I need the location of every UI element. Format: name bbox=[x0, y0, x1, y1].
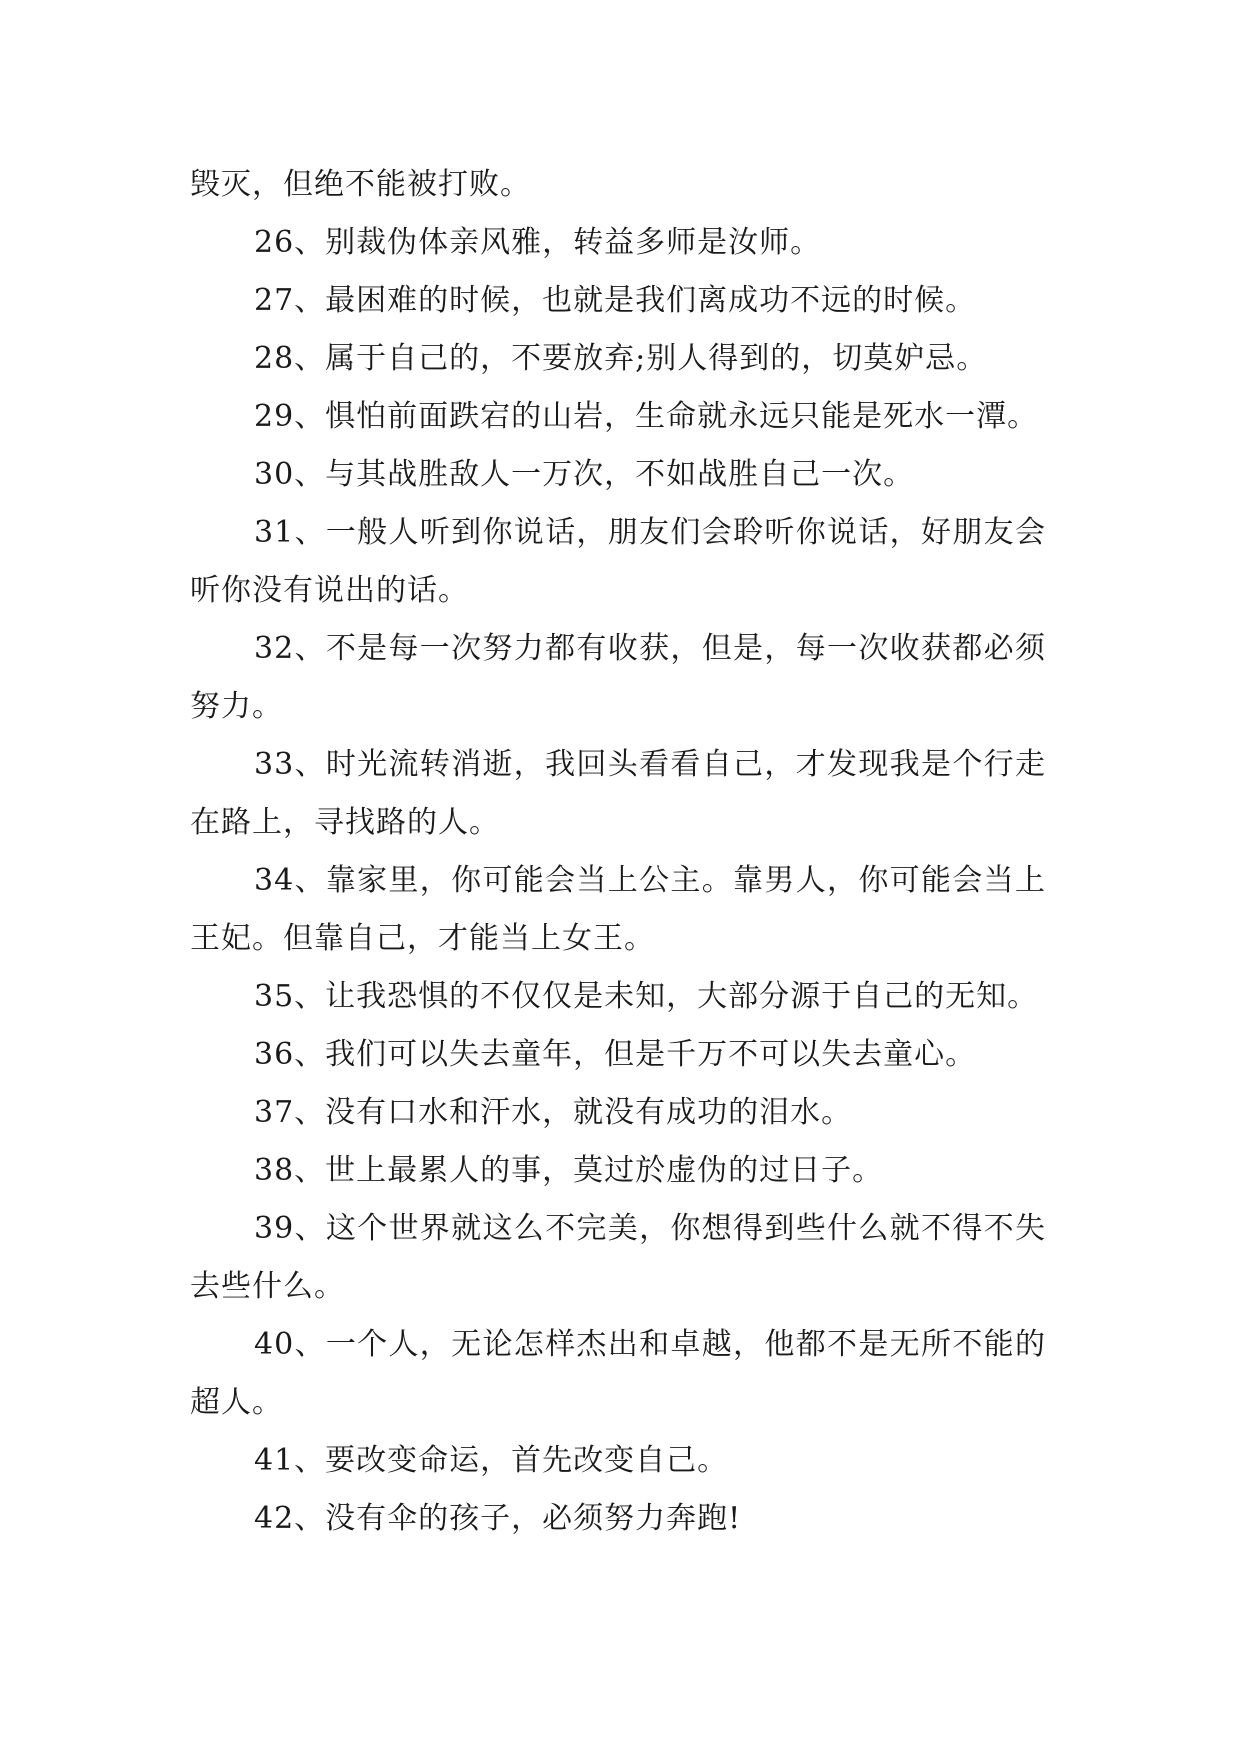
quote-32: 32、不是每一次努力都有收获，但是，每一次收获都必须努力。 bbox=[190, 631, 1046, 724]
quote-42: 42、没有伞的孩子，必须努力奔跑! bbox=[254, 1501, 742, 1536]
quote-40: 40、一个人，无论怎样杰出和卓越，他都不是无所不能的超人。 bbox=[190, 1327, 1046, 1420]
paragraph-continuation: 毁灭，但绝不能被打败。 bbox=[190, 167, 531, 202]
quote-38: 38、世上最累人的事，莫过於虚伪的过日子。 bbox=[254, 1153, 884, 1188]
document-body bbox=[190, 156, 1046, 1548]
quote-34: 34、靠家里，你可能会当上公主。靠男人，你可能会当上王妃。但靠自己，才能当上女王。 bbox=[190, 863, 1046, 956]
quote-33: 33、时光流转消逝，我回头看看自己，才发现我是个行走在路上，寻找路的人。 bbox=[190, 747, 1046, 840]
quote-35: 35、让我恐惧的不仅仅是未知，大部分源于自己的无知。 bbox=[254, 979, 1039, 1014]
quote-41: 41、要改变命运，首先改变自己。 bbox=[254, 1443, 729, 1478]
quote-27: 27、最困难的时候，也就是我们离成功不远的时候。 bbox=[254, 283, 977, 318]
quote-26: 26、别裁伪体亲风雅，转益多师是汝师。 bbox=[254, 225, 822, 260]
quote-31: 31、一般人听到你说话，朋友们会聆听你说话，好朋友会听你没有说出的话。 bbox=[190, 515, 1046, 608]
quote-29: 29、惧怕前面跌宕的山岩，生命就永远只能是死水一潭。 bbox=[254, 399, 1039, 434]
quote-37: 37、没有口水和汗水，就没有成功的泪水。 bbox=[254, 1095, 853, 1130]
quote-36: 36、我们可以失去童年，但是千万不可以失去童心。 bbox=[254, 1037, 977, 1072]
quote-28: 28、属于自己的，不要放弃;别人得到的，切莫妒忌。 bbox=[254, 341, 988, 376]
quote-39: 39、这个世界就这么不完美，你想得到些什么就不得不失去些什么。 bbox=[190, 1211, 1046, 1304]
quote-30: 30、与其战胜敌人一万次，不如战胜自己一次。 bbox=[254, 457, 915, 492]
